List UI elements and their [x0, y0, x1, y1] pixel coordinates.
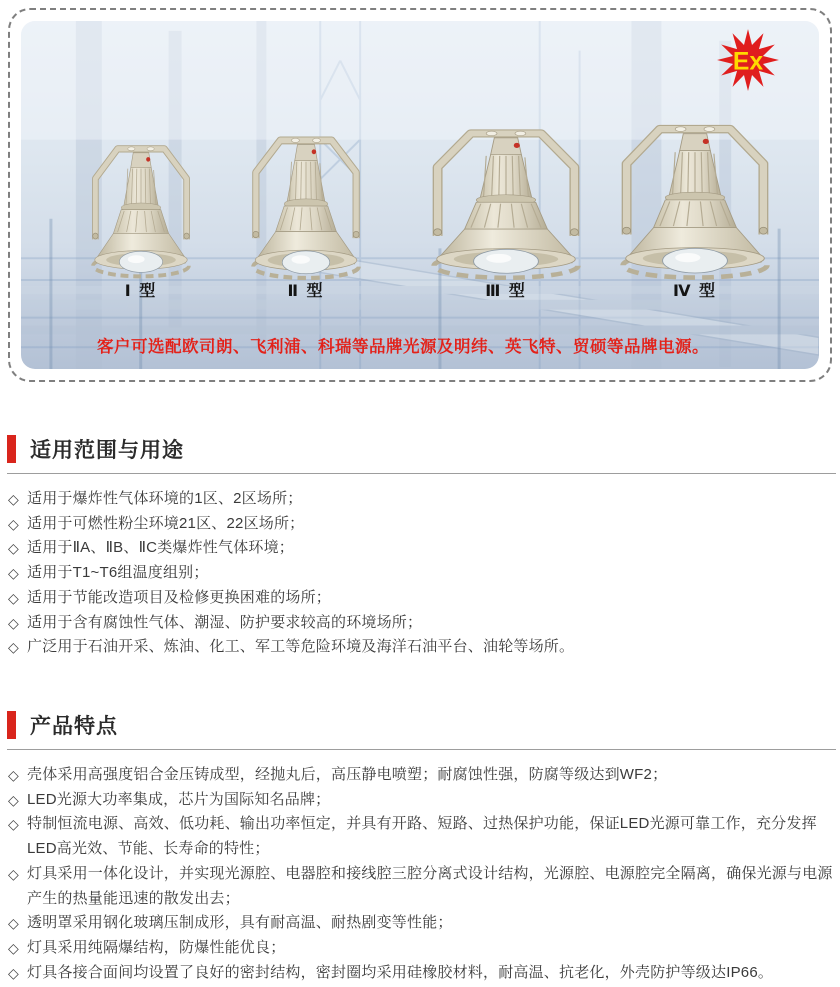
list-item: ◇ 适用于T1~T6组温度组别； — [8, 561, 836, 586]
brand-options-note: 客户可选配欧司朗、飞利浦、科瑞等品牌光源及明纬、英飞特、贸硕等品牌电源。 — [97, 338, 709, 356]
diamond-bullet-icon: ◇ — [8, 964, 19, 981]
lamp-type-1-photo — [81, 129, 201, 281]
diamond-bullet-icon: ◇ — [8, 565, 19, 582]
red-bar-accent — [7, 711, 16, 739]
list-item: ◇ 适用于爆炸性气体环境的1区、2区场所； — [8, 487, 836, 512]
list-item: ◇ 灯具各接合面间均设置了良好的密封结构，密封圈均采用硅橡胶材料，耐高温、抗老化，外壳防护等级达IP66。 — [8, 961, 836, 986]
list-item: ◇ 适用于含有腐蚀性气体、潮湿、防护要求较高的环境场所； — [8, 611, 836, 636]
list-item: ◇ 适用于ⅡA、ⅡB、ⅡC类爆炸性气体环境； — [8, 536, 836, 561]
section-applications — [7, 434, 836, 660]
diamond-bullet-icon: ◇ — [8, 589, 19, 606]
diamond-bullet-icon: ◇ — [8, 639, 19, 656]
lamp-label-4: Ⅳ 型 — [672, 283, 718, 300]
section-header — [7, 434, 836, 474]
list-item: ◇ 灯具采用纯隔爆结构，防爆性能优良； — [8, 936, 836, 961]
list-item: ◇ 壳体采用高强度铝合金压铸成型，经抛丸后，高压静电喷塑；耐腐蚀性强，防腐等级达到WF2； — [8, 763, 836, 788]
product-photo — [21, 21, 819, 369]
lamp-type-2-photo — [240, 119, 372, 283]
lamp-label-2: Ⅱ 型 — [287, 283, 325, 300]
diamond-bullet-icon: ◇ — [8, 939, 19, 956]
diamond-bullet-icon: ◇ — [8, 614, 19, 631]
diamond-bullet-icon: ◇ — [8, 865, 19, 882]
ex-badge-text: Ex — [732, 48, 764, 76]
lamp-type-4-photo — [605, 106, 785, 283]
section-title: 适用范围与用途 — [30, 439, 184, 462]
applications-list — [7, 487, 836, 660]
lamp-type-3-photo — [416, 111, 596, 283]
section-product-features — [7, 710, 836, 985]
ex-explosionproof-badge — [715, 27, 781, 93]
diamond-bullet-icon: ◇ — [8, 816, 19, 833]
list-item: ◇ 广泛用于石油开采、炼油、化工、军工等危险环境及海洋石油平台、油轮等场所。 — [8, 635, 836, 660]
diamond-bullet-icon: ◇ — [8, 491, 19, 507]
red-bar-accent — [7, 435, 16, 463]
diamond-bullet-icon: ◇ — [8, 767, 19, 783]
list-item: ◇ 透明罩采用钢化玻璃压制成形，具有耐高温、耐热剧变等性能； — [8, 911, 836, 936]
diamond-bullet-icon: ◇ — [8, 915, 19, 932]
diamond-bullet-icon: ◇ — [8, 515, 19, 532]
lamp-label-3: Ⅲ 型 — [485, 283, 527, 300]
list-item: ◇ LED光源大功率集成，芯片为国际知名品牌； — [8, 788, 836, 813]
lamp-label-1: Ⅰ 型 — [124, 283, 158, 300]
list-item: ◇ 特制恒流电源、高效、低功耗、输出功率恒定，并具有开路、短路、过热保护功能，保证LED光源可靠工作，充分发挥LED高光效、节能、长寿命的特性； — [8, 812, 836, 861]
section-header — [7, 710, 836, 750]
list-item: ◇ 灯具采用一体化设计，并实现光源腔、电器腔和接线腔三腔分离式设计结构，光源腔、电源腔完全隔离，确保光源与电源产生的热量能迅速的散发出去； — [8, 862, 836, 911]
list-item: ◇ 适用于节能改造项目及检修更换困难的场所； — [8, 586, 836, 611]
diamond-bullet-icon: ◇ — [8, 540, 19, 557]
product-image-frame — [8, 8, 832, 382]
section-title: 产品特点 — [30, 715, 118, 738]
list-item: ◇ 适用于可燃性粉尘环境21区、22区场所； — [8, 512, 836, 537]
features-list — [7, 763, 836, 985]
diamond-bullet-icon: ◇ — [8, 791, 19, 808]
